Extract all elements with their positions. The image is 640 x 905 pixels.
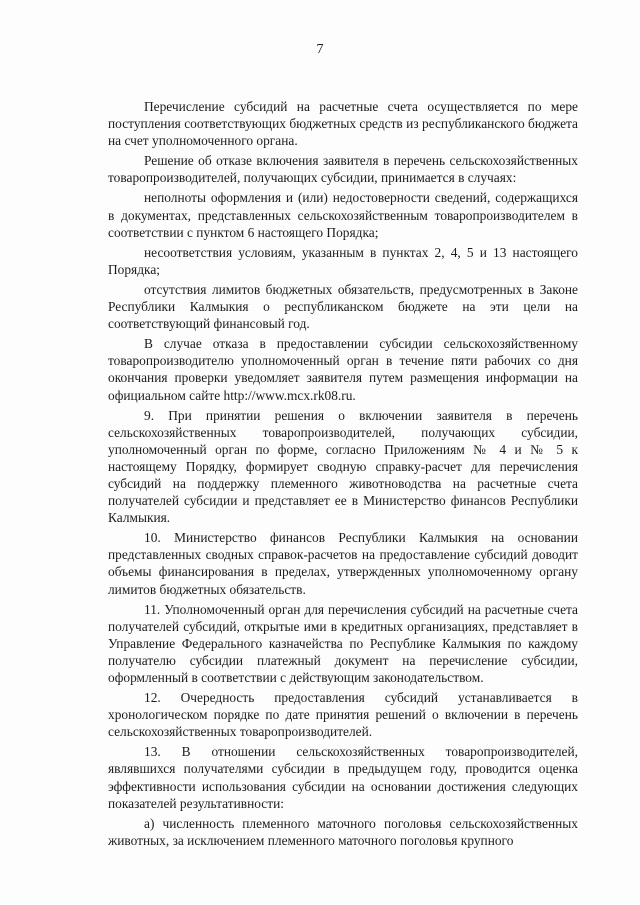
paragraph-no-limits: отсутствия лимитов бюджетных обязательств, предусмотренных в Законе Республики Калмыкия о республиканском бюджете на эти цели на соответствующий финансовый год. [108,281,578,332]
paragraph-item-13: 13. В отношении сельскохозяйственных товаропроизводителей, являвшихся получателями субсидии в предыдущем году, проводится оценка эффективности использования субсидии на основании достижения следующих показателей результативности: [108,744,578,811]
paragraph-item-9: 9. При принятии решения о включении заявителя в перечень сельскохозяйственных товаропроизводителей, получающих субсидии, уполномоченный орган по форме, согласно Приложениям № 4 и № 5 к настоящему Порядку, формирует сводную справку-расчет для перечисления субсидий на поддержку племенного животноводства на расчетные счета получателей субсидии и представляет ее в Министерство финансов Республики Калмыкия. [108,407,578,526]
paragraph-transfer: Перечисление субсидий на расчетные счета осуществляется по мере поступления соответствующих бюджетных средств из республиканского бюджета на счет уполномоченного органа. [108,99,578,149]
paragraph-item-12: 12. Очередность предоставления субсидий устанавливается в хронологическом порядке по дате принятия решений о включении в перечень сельскохозяйственных товаропроизводителей. [108,690,578,740]
paragraph-refusal-decision: Решение об отказе включения заявителя в перечень сельскохозяйственных товаропроизводителей, получающих субсидии, принимается в случаях: [108,153,578,186]
paragraph-item-11: 11. Уполномоченный орган для перечисления субсидий на расчетные счета получателей субсидий, открытые ими в кредитных организациях, представляет в Управление Федерального казначейства по Республике Калмыкия по каждому получателю субсидии платежный документ на перечисление субсидии, оформленный в соответствии с действующим законодательством. [108,601,578,685]
page-number: 7 [316,42,324,57]
paragraph-refusal-notice: В случае отказа в предоставлении субсидии сельскохозяйственному товаропроизводителю уполномоченный орган в течение пяти рабочих со дня окончания проверки уведомляет заявителя путем размещения информации на официальном сайте http://www.mcx.rk08.ru. [108,336,578,403]
paragraph-incomplete-docs: неполноты оформления и (или) недостоверности сведений, содержащихся в документах, представленных сельскохозяйственным товаропроизводителем в соответствии с пунктом 6 настоящего Порядка; [108,190,578,240]
paragraph-item-10: 10. Министерство финансов Республики Калмыкия на основании представленных сводных справок-расчетов на предоставление субсидий доводит объемы финансирования в пределах, утвержденных уполномоченному органу лимитов бюджетных обязательств. [108,530,578,597]
paragraph-nonconformity: несоответствия условиям, указанным в пунктах 2, 4, 5 и 13 настоящего Порядка; [108,244,578,277]
paragraph-item-13a: а) численность племенного маточного поголовья сельскохозяйственных животных, за исключением племенного маточного поголовья крупного [108,815,578,848]
document-body [108,98,578,851]
